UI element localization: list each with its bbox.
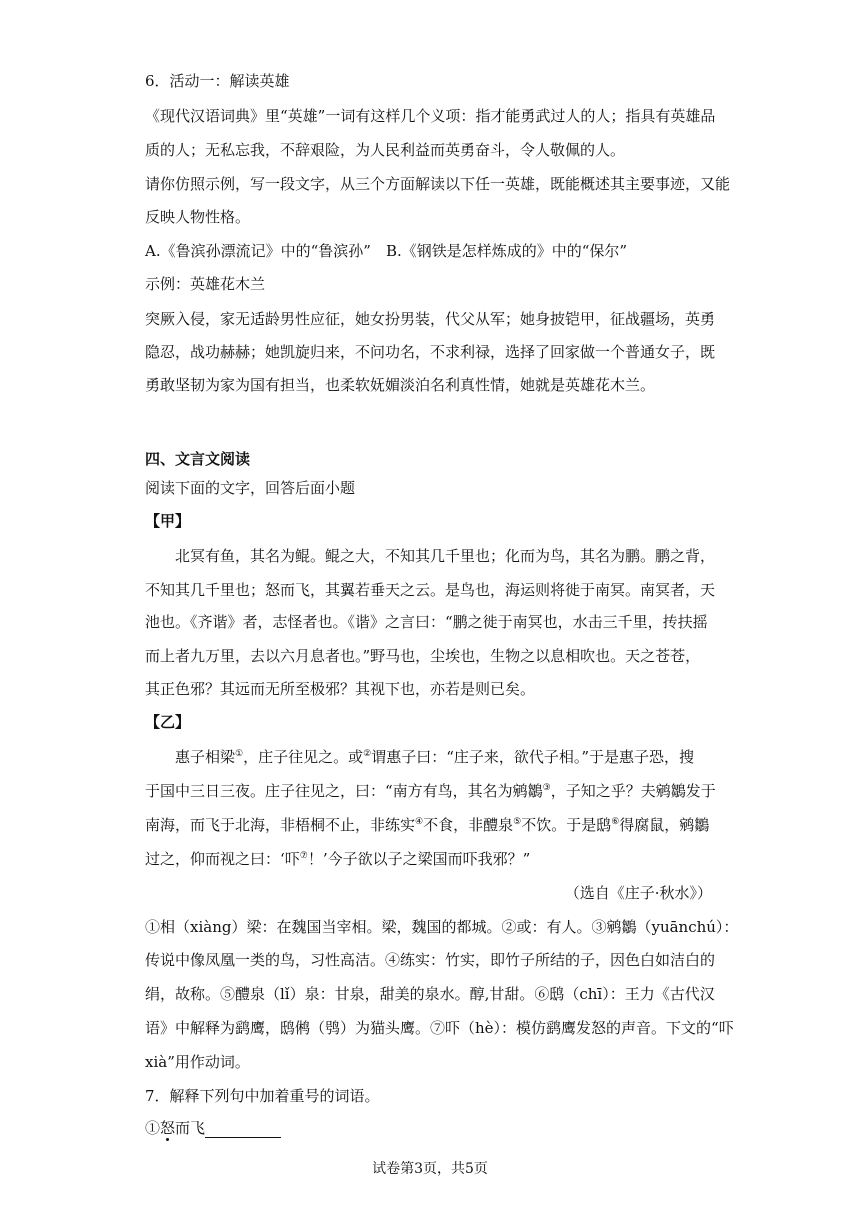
passage-jia-line-3: 池也。《齐谐》者，志怪者也。《谐》之言曰：“鹏之徙于南冥也，水击三千里，抟扶摇 xyxy=(145,613,708,631)
footnote-marker: ③ xyxy=(542,783,551,793)
passage-jia-line-4: 而上者九万里，去以六月息者也。”野马也，尘埃也，生物之以息相吹也。天之苍苍， xyxy=(145,647,701,665)
footnote-marker: ⑤ xyxy=(513,817,522,827)
passage-yi-line-3 xyxy=(145,815,709,835)
example-line-3: 勇敢坚韧为家为国有担当，也柔软妩媚淡泊名利真性情，她就是英雄花木兰。 xyxy=(145,376,656,394)
annotation-line-3: 绢，故称。⑤醴泉（lǐ）泉：甘泉，甜美的泉水。醇,甘甜。⑥鸱（chī）：王力《古代汉 xyxy=(145,985,715,1003)
passage-jia-line-1: 北冥有鱼，其名为鲲。鲲之大，不知其几千里也；化而为鸟，其名为鹏。鹏之背， xyxy=(175,547,716,565)
hero-options: A.《鲁滨孙漂流记》中的“鲁滨孙” B.《钢铁是怎样炼成的》中的“保尔” xyxy=(145,242,628,260)
passage-yi-label: 【乙】 xyxy=(145,713,191,731)
task-line-2: 反映人物性格。 xyxy=(145,208,251,226)
passage-text: 得腐鼠，鹓鶵 xyxy=(619,816,710,834)
passage-text: 南海，而飞于北海，非梧桐不止，非练实 xyxy=(145,816,416,834)
section-instruction: 阅读下面的文字，回答后面小题 xyxy=(145,479,356,497)
passage-text: 惠子相梁 xyxy=(175,748,236,766)
passage-yi-line-2 xyxy=(145,781,716,801)
annotation-line-5: xià”用作动词。 xyxy=(145,1053,250,1071)
annotation-line-4: 语》中解释为鹞鹰，鸱鸺（鸮）为猫头鹰。⑦吓（hè）：模仿鹞鹰发怒的声音。下文的“吓 xyxy=(145,1019,734,1037)
passage-text: ，子知之乎？夫鹓鶵发于 xyxy=(550,782,716,800)
item-text: 而飞 xyxy=(175,1119,206,1137)
passage-text: ，庄子往见之。或 xyxy=(243,748,364,766)
definition-line-2: 质的人；无私忘我，不辞艰险，为人民利益而英勇奋斗，令人敬佩的人。 xyxy=(145,141,626,159)
example-line-2: 隐忍，战功赫赫；她凯旋归来，不问功名，不求利禄，选择了回家做一个普通女子，既 xyxy=(145,343,716,361)
question-7-title: 7．解释下列句中加着重号的词语。 xyxy=(145,1087,380,1105)
answer-blank[interactable] xyxy=(205,1122,281,1138)
passage-jia-line-5: 其正色邪？其远而无所至极邪？其视下也，亦若是则已矣。 xyxy=(145,680,536,698)
footnote-marker: ⑦ xyxy=(299,851,308,861)
passage-text: 不食，非醴泉 xyxy=(423,816,514,834)
passage-text: 于国中三日三夜。庄子往见之，曰：“南方有鸟，其名为鹓鶵 xyxy=(145,782,543,800)
emphasized-word: 怒 xyxy=(160,1119,176,1137)
footnote-marker: ① xyxy=(235,749,244,759)
example-line-1: 突厥入侵，家无适龄男性应征，她女扮男装，代父从军；她身披铠甲，征战疆场，英勇 xyxy=(145,310,716,328)
passage-source: （选自《庄子·秋水》） xyxy=(564,884,712,902)
section-heading: 四、文言文阅读 xyxy=(145,450,251,468)
passage-yi-line-1 xyxy=(175,747,694,767)
passage-yi-line-4 xyxy=(145,849,530,869)
annotation-line-2: 传说中像凤凰一类的鸟，习性高洁。④练实：竹实，即竹子所结的子，因色白如洁白的 xyxy=(145,951,716,969)
passage-text: 不饮。于是鸱 xyxy=(521,816,612,834)
footnote-marker: ④ xyxy=(415,817,424,827)
passage-jia-label: 【甲】 xyxy=(145,512,191,530)
annotation-line-1: ①相（xiàng）梁：在魏国当宰相。梁，魏国的都城。②或：有人。③鹓鶵（yuānchú）： xyxy=(145,918,739,936)
example-label: 示例：英雄花木兰 xyxy=(145,275,266,293)
question-7-item-1 xyxy=(145,1118,281,1138)
footnote-marker: ② xyxy=(363,749,372,759)
page-footer: 试卷第3页，共5页 xyxy=(372,1161,488,1177)
task-line-1: 请你仿照示例，写一段文字，从三个方面解读以下任一英雄，既能概述其主要事迹，又能 xyxy=(145,175,731,193)
item-number: ① xyxy=(145,1119,161,1137)
passage-text: ！’今子欲以子之梁国而吓我邪？” xyxy=(307,850,531,868)
passage-jia-line-2: 不知其几千里也；怒而飞，其翼若垂天之云。是鸟也，海运则将徙于南冥。南冥者，天 xyxy=(145,581,716,599)
footnote-marker: ⑥ xyxy=(611,817,620,827)
passage-text: 谓惠子曰：“庄子来，欲代子相。”于是惠子恐，搜 xyxy=(371,748,695,766)
definition-line-1: 《现代汉语词典》里“英雄”一词有这样几个义项：指才能勇武过人的人；指具有英雄品 xyxy=(145,107,716,125)
passage-text: 过之，仰而视之曰：‘吓 xyxy=(145,850,300,868)
question-6-title: 6．活动一：解读英雄 xyxy=(145,72,290,90)
